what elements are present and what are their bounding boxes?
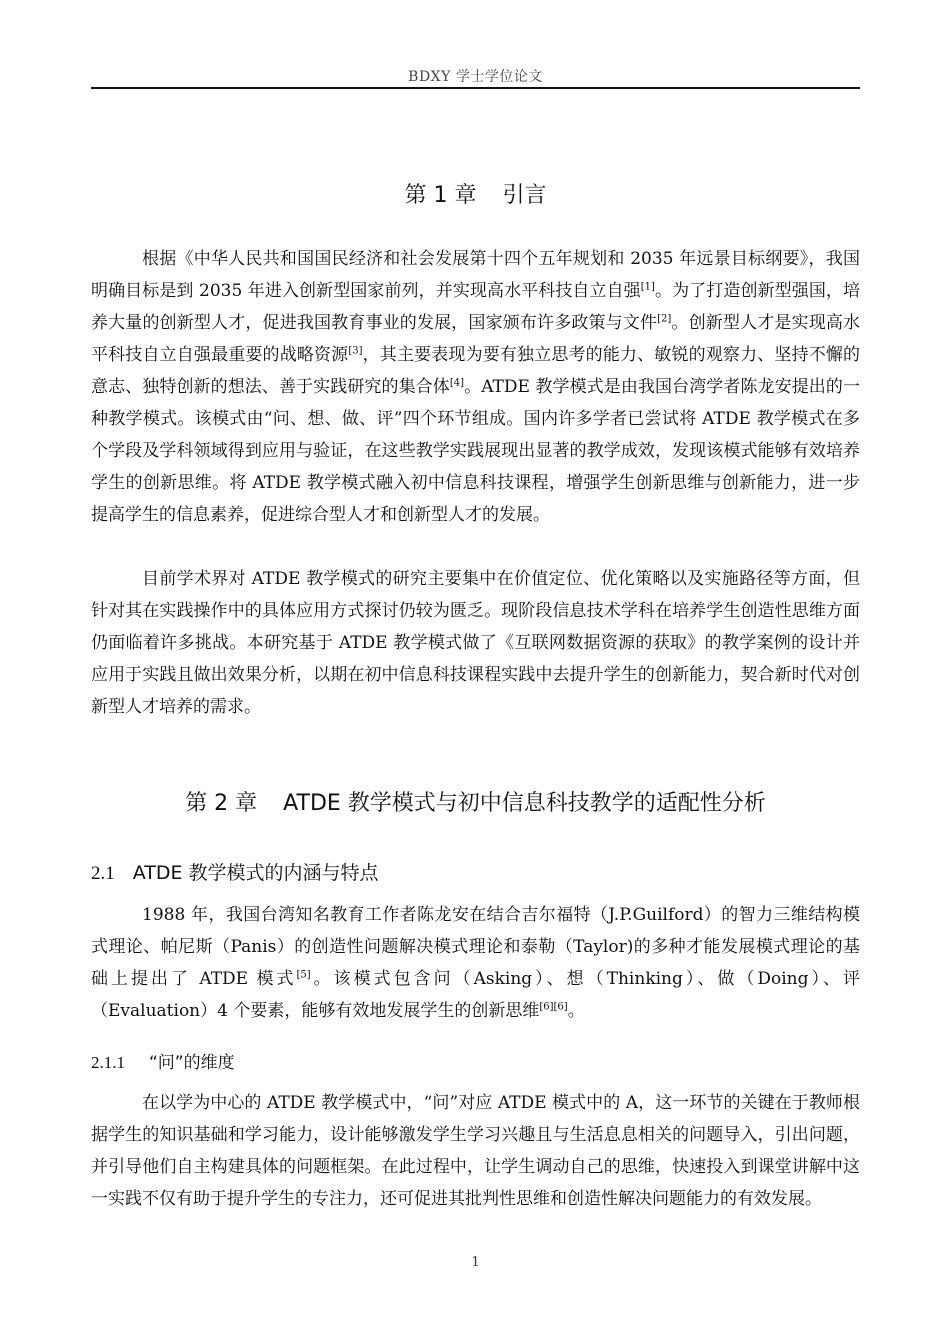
chapter-1-title: 引言 xyxy=(502,183,547,208)
subsection-2-1-1-paragraph: 在以学为中心的 ATDE 教学模式中，“问”对应 ATDE 模式中的 A，这一环节的关键在于教师根据学生的知识基础和学习能力，设计能够激发学生学习兴趣且与生活息息相关的问题导入，引出问题，并引导他们自主构建具体的问题框架。在此过程中，让学生调动自己的思维，快速投入到课堂讲解中这一实践不仅有助于提升学生的专注力，还可促进其批判性思维和创造性解决问题能力的有效发展。 xyxy=(91,1093,860,1209)
subsection-2-1-1-heading xyxy=(91,1048,235,1073)
citation-3: [3] xyxy=(348,345,363,357)
citation-5: [5] xyxy=(296,969,311,981)
header-rule xyxy=(91,87,860,89)
chapter-1-paragraph-1 xyxy=(91,243,860,531)
text-run: 。该模式包含问（Asking）、想（Thinking）、做（Doing）、评（Evaluation）4 个要素，能够有效地发展学生的创新思维 xyxy=(91,969,860,1021)
section-number: 2.1 xyxy=(91,863,115,884)
running-header: BDXY 学士学位论文 xyxy=(408,69,543,85)
subsection-title: “问”的维度 xyxy=(149,1053,235,1073)
text-run: 根据《中华人民共和国国民经济和社会发展第十四个五年规划和 2035 年远景目标纲要》，我国明确目标是到 2035 年进入创新型国家前列，并实现高水平科技自立自强 xyxy=(91,249,860,301)
chapter-2-heading xyxy=(91,786,860,817)
page-number: 1 xyxy=(471,1255,480,1270)
section-2-1-paragraph xyxy=(91,899,860,1027)
citation-4: [4] xyxy=(449,377,465,389)
chapter-2-title: ATDE 教学模式与初中信息科技教学的适配性分析 xyxy=(283,791,766,816)
citation-2: [2] xyxy=(657,313,672,325)
chapter-1-heading xyxy=(91,178,860,209)
citation-1: [1] xyxy=(640,281,655,293)
text-run: 。ATDE 教学模式是由我国台湾学者陈龙安提出的一种教学模式。该模式由“问、想、做、评”四个环节组成。国内许多学者已尝试将 ATDE 教学模式在多个学段及学科领域得到应用与验证，在这些教学实践展现出显著的教学成效，发现该模式能够有效培养学生的创新思维。将 ATDE 教学模式融入初中信息科技课程，增强学生创新思维与创新能力，进一步提高学生的信息素养，促进综合型人才和创新型人才的发展。 xyxy=(91,377,860,525)
subsection-number: 2.1.1 xyxy=(91,1053,125,1072)
text-run: 1988 年，我国台湾知名教育工作者陈龙安在结合吉尔福特（J.P.Guilford）的智力三维结构模式理论、帕尼斯（Panis）的创造性问题解决模式理论和泰勒（Taylor)的多种才能发展模式理论的基础上提出了 ATDE 模式 xyxy=(91,905,860,989)
chapter-2-number: 第 2 章 xyxy=(185,791,258,816)
text-run: 。 xyxy=(567,1001,585,1021)
text-run: ，其主要表现为要有独立思考的能力、敏锐的观察力、坚持不懈的意志、独特创新的想法、善于实践研究的集合体 xyxy=(91,345,860,397)
text-run: 。为了打造创新型强国，培养大量的创新型人才，促进我国教育事业的发展，国家颁布许多政策与文件 xyxy=(91,281,860,333)
chapter-1-number: 第 1 章 xyxy=(404,183,477,208)
section-2-1-heading xyxy=(91,858,379,885)
section-title: ATDE 教学模式的内涵与特点 xyxy=(132,862,379,884)
citation-6: [6][6] xyxy=(539,1001,568,1013)
text-run: 。创新型人才是实现高水平科技自立自强最重要的战略资源 xyxy=(91,313,861,365)
chapter-1-paragraph-2: 目前学术界对 ATDE 教学模式的研究主要集中在价值定位、优化策略以及实施路径等方面，但针对其在实践操作中的具体应用方式探讨仍较为匮乏。现阶段信息技术学科在培养学生创造性思维方面仍面临着许多挑战。本研究基于 ATDE 教学模式做了《互联网数据资源的获取》的教学案例的设计并应用于实践且做出效果分析，以期在初中信息科技课程实践中去提升学生的创新能力，契合新时代对创新型人才培养的需求。 xyxy=(91,569,860,717)
